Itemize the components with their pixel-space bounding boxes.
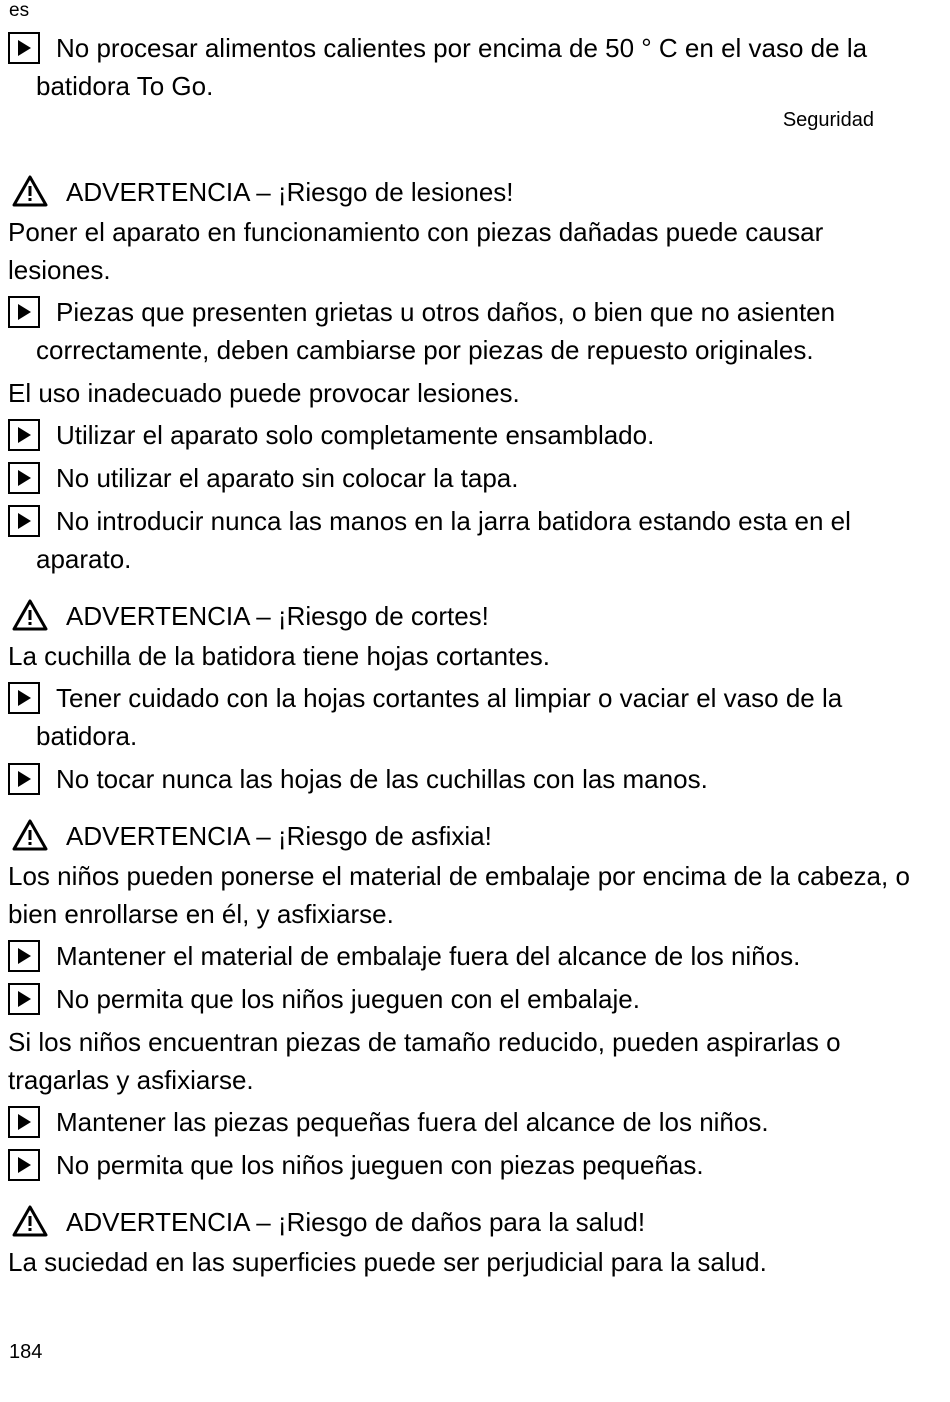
play-arrow-icon xyxy=(8,763,40,795)
warning-title: ADVERTENCIA – ¡Riesgo de cortes! xyxy=(66,601,489,631)
instruction-item xyxy=(8,1103,913,1141)
instruction-item xyxy=(8,502,913,578)
play-arrow-icon xyxy=(8,940,40,972)
warning-title: ADVERTENCIA – ¡Riesgo de daños para la salud! xyxy=(66,1207,646,1237)
instruction-item xyxy=(8,760,913,798)
warning-triangle-icon xyxy=(12,599,48,631)
instruction-text: No introducir nunca las manos en la jarra batidora estando esta en el aparato. xyxy=(36,506,851,574)
play-arrow-icon xyxy=(8,419,40,451)
instruction-text: No tocar nunca las hojas de las cuchillas con las manos. xyxy=(56,764,708,794)
instruction-item xyxy=(8,416,913,454)
warning-title: ADVERTENCIA – ¡Riesgo de asfixia! xyxy=(66,821,492,851)
warning-description: El uso inadecuado puede provocar lesiones. xyxy=(8,378,520,408)
warning-triangle-icon xyxy=(12,175,48,207)
play-arrow-icon xyxy=(8,682,40,714)
instruction-item xyxy=(8,980,913,1018)
warning-heading xyxy=(8,597,913,635)
warning-heading xyxy=(8,817,913,855)
warning-description: Los niños pueden ponerse el material de embalaje por encima de la cabeza, o bien enrollarse en él, y asfixiarse. xyxy=(8,861,910,929)
instruction-text: No permita que los niños jueguen con piezas pequeñas. xyxy=(56,1150,704,1180)
play-arrow-icon xyxy=(8,983,40,1015)
warning-triangle-icon xyxy=(12,819,48,851)
warning-heading xyxy=(8,173,913,211)
play-arrow-icon xyxy=(8,462,40,494)
instruction-text: Piezas que presenten grietas u otros daños, o bien que no asienten correctamente, deben cambiarse por piezas de repuesto originales. xyxy=(36,297,836,365)
instruction-text: Tener cuidado con la hojas cortantes al limpiar o vaciar el vaso de la batidora. xyxy=(36,683,843,751)
warning-description: La suciedad en las superficies puede ser perjudicial para la salud. xyxy=(8,1247,767,1277)
section-title: Seguridad xyxy=(782,109,874,131)
play-arrow-icon xyxy=(8,1106,40,1138)
safety-content xyxy=(8,29,913,1285)
instruction-item xyxy=(8,293,913,369)
warning-description: Si los niños encuentran piezas de tamaño reducido, pueden aspirarlas o tragarlas y asfixiarse. xyxy=(8,1027,841,1095)
warning-heading xyxy=(8,1203,913,1241)
instruction-text: No utilizar el aparato sin colocar la tapa. xyxy=(56,463,519,493)
play-arrow-icon xyxy=(8,505,40,537)
warning-title: ADVERTENCIA – ¡Riesgo de lesiones! xyxy=(66,177,514,207)
warning-description: La cuchilla de la batidora tiene hojas cortantes. xyxy=(8,641,551,671)
instruction-item xyxy=(8,459,913,497)
warning-triangle-icon xyxy=(12,1205,48,1237)
play-arrow-icon xyxy=(8,32,40,64)
play-arrow-icon xyxy=(8,1149,40,1181)
warning-description: Poner el aparato en funcionamiento con piezas dañadas puede causar lesiones. xyxy=(8,217,824,285)
instruction-item xyxy=(8,937,913,975)
page-number: 184 xyxy=(9,1341,43,1363)
instruction-text: No permita que los niños jueguen con el embalaje. xyxy=(56,984,640,1014)
instruction-item xyxy=(8,29,913,105)
instruction-text: Utilizar el aparato solo completamente ensamblado. xyxy=(56,420,655,450)
instruction-item xyxy=(8,679,913,755)
instruction-text: Mantener las piezas pequeñas fuera del alcance de los niños. xyxy=(56,1107,769,1137)
language-code: es xyxy=(9,0,30,21)
instruction-text: Mantener el material de embalaje fuera del alcance de los niños. xyxy=(56,941,801,971)
play-arrow-icon xyxy=(8,296,40,328)
instruction-item xyxy=(8,1146,913,1184)
instruction-text: No procesar alimentos calientes por encima de 50 ° C en el vaso de la batidora To Go. xyxy=(36,33,868,101)
